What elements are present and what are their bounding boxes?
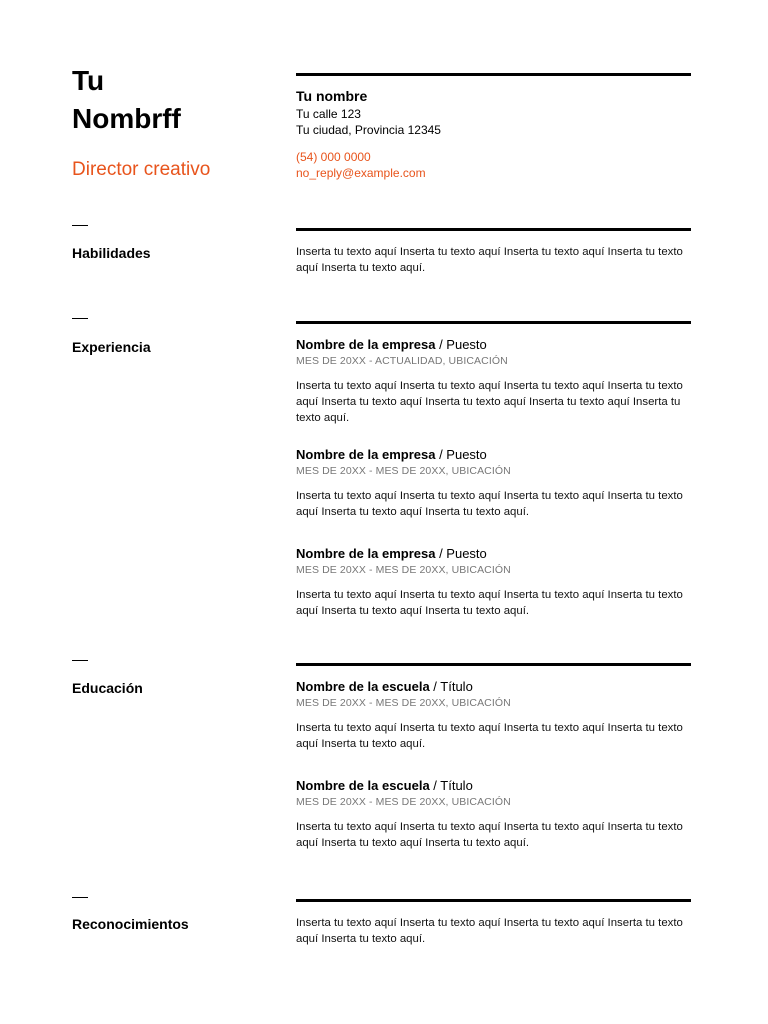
entry-heading <box>296 545 696 563</box>
entry-heading <box>296 678 696 696</box>
name-line-1: Tu <box>72 65 105 96</box>
experience-entry <box>296 336 696 426</box>
entry-heading <box>296 336 696 354</box>
entry-dates: MES DE 20XX - ACTUALIDAD, UBICACIÓN <box>296 355 508 367</box>
degree-name: Título <box>440 679 473 694</box>
contact-phone[interactable]: (54) 000 0000 <box>296 150 371 164</box>
section-label-experience: Experiencia <box>72 339 151 355</box>
name-line-2: Nombrff <box>72 103 181 134</box>
section-dash-skills <box>72 225 88 226</box>
position-name: Puesto <box>446 546 487 561</box>
entry-dates: MES DE 20XX - MES DE 20XX, UBICACIÓN <box>296 465 511 477</box>
entry-heading <box>296 777 696 795</box>
entry-dates: MES DE 20XX - MES DE 20XX, UBICACIÓN <box>296 697 511 709</box>
company-name: Nombre de la empresa <box>296 447 436 462</box>
heading-separator: / <box>429 778 441 793</box>
section-dash-experience <box>72 318 88 319</box>
contact-block <box>296 86 696 181</box>
section-label-skills: Habilidades <box>72 245 151 261</box>
entry-description: Inserta tu texto aquí Inserta tu texto aquí Inserta tu texto aquí Inserta tu texto aquí Inserta tu texto aquí Inserta tu texto aquí. <box>296 821 683 849</box>
entry-dates: MES DE 20XX - MES DE 20XX, UBICACIÓN <box>296 796 511 808</box>
job-title: Director creativo <box>72 159 211 180</box>
heading-separator: / <box>435 546 447 561</box>
section-dash-education <box>72 660 88 661</box>
section-label-education: Educación <box>72 680 143 696</box>
entry-description: Inserta tu texto aquí Inserta tu texto aquí Inserta tu texto aquí Inserta tu texto aquí Inserta tu texto aquí Inserta tu texto aquí. <box>296 490 683 518</box>
entry-description: Inserta tu texto aquí Inserta tu texto aquí Inserta tu texto aquí Inserta tu texto aquí Inserta tu texto aquí Inserta tu texto aquí. <box>296 589 683 617</box>
education-rule <box>296 663 691 666</box>
section-dash-awards <box>72 897 88 898</box>
contact-name: Tu nombre <box>296 88 368 104</box>
contact-rule <box>296 73 691 76</box>
skills-text: Inserta tu texto aquí Inserta tu texto aquí Inserta tu texto aquí Inserta tu texto aquí Inserta tu texto aquí. <box>296 246 683 274</box>
degree-name: Título <box>440 778 473 793</box>
school-name: Nombre de la escuela <box>296 778 430 793</box>
heading-separator: / <box>435 447 447 462</box>
position-name: Puesto <box>446 337 487 352</box>
section-label-awards: Reconocimientos <box>72 916 189 932</box>
position-name: Puesto <box>446 447 487 462</box>
education-entry <box>296 678 696 752</box>
entry-description: Inserta tu texto aquí Inserta tu texto aquí Inserta tu texto aquí Inserta tu texto aquí Inserta tu texto aquí. <box>296 722 683 750</box>
contact-city: Tu ciudad, Provincia 12345 <box>296 123 441 137</box>
heading-separator: / <box>435 337 447 352</box>
heading-separator: / <box>429 679 441 694</box>
entry-heading <box>296 446 696 464</box>
skills-rule <box>296 228 691 231</box>
entry-description: Inserta tu texto aquí Inserta tu texto aquí Inserta tu texto aquí Inserta tu texto aquí Inserta tu texto aquí Inserta tu texto aquí Inserta tu texto aquí Inserta tu texto aquí. <box>296 380 683 424</box>
awards-rule <box>296 899 691 902</box>
company-name: Nombre de la empresa <box>296 546 436 561</box>
education-entry <box>296 777 696 851</box>
contact-street: Tu calle 123 <box>296 107 361 121</box>
awards-text: Inserta tu texto aquí Inserta tu texto aquí Inserta tu texto aquí Inserta tu texto aquí Inserta tu texto aquí. <box>296 917 683 945</box>
entry-dates: MES DE 20XX - MES DE 20XX, UBICACIÓN <box>296 564 511 576</box>
company-name: Nombre de la empresa <box>296 337 436 352</box>
resume-name <box>72 62 272 138</box>
experience-entry <box>296 446 696 520</box>
contact-email[interactable]: no_reply@example.com <box>296 166 426 180</box>
experience-rule <box>296 321 691 324</box>
school-name: Nombre de la escuela <box>296 679 430 694</box>
experience-entry <box>296 545 696 619</box>
